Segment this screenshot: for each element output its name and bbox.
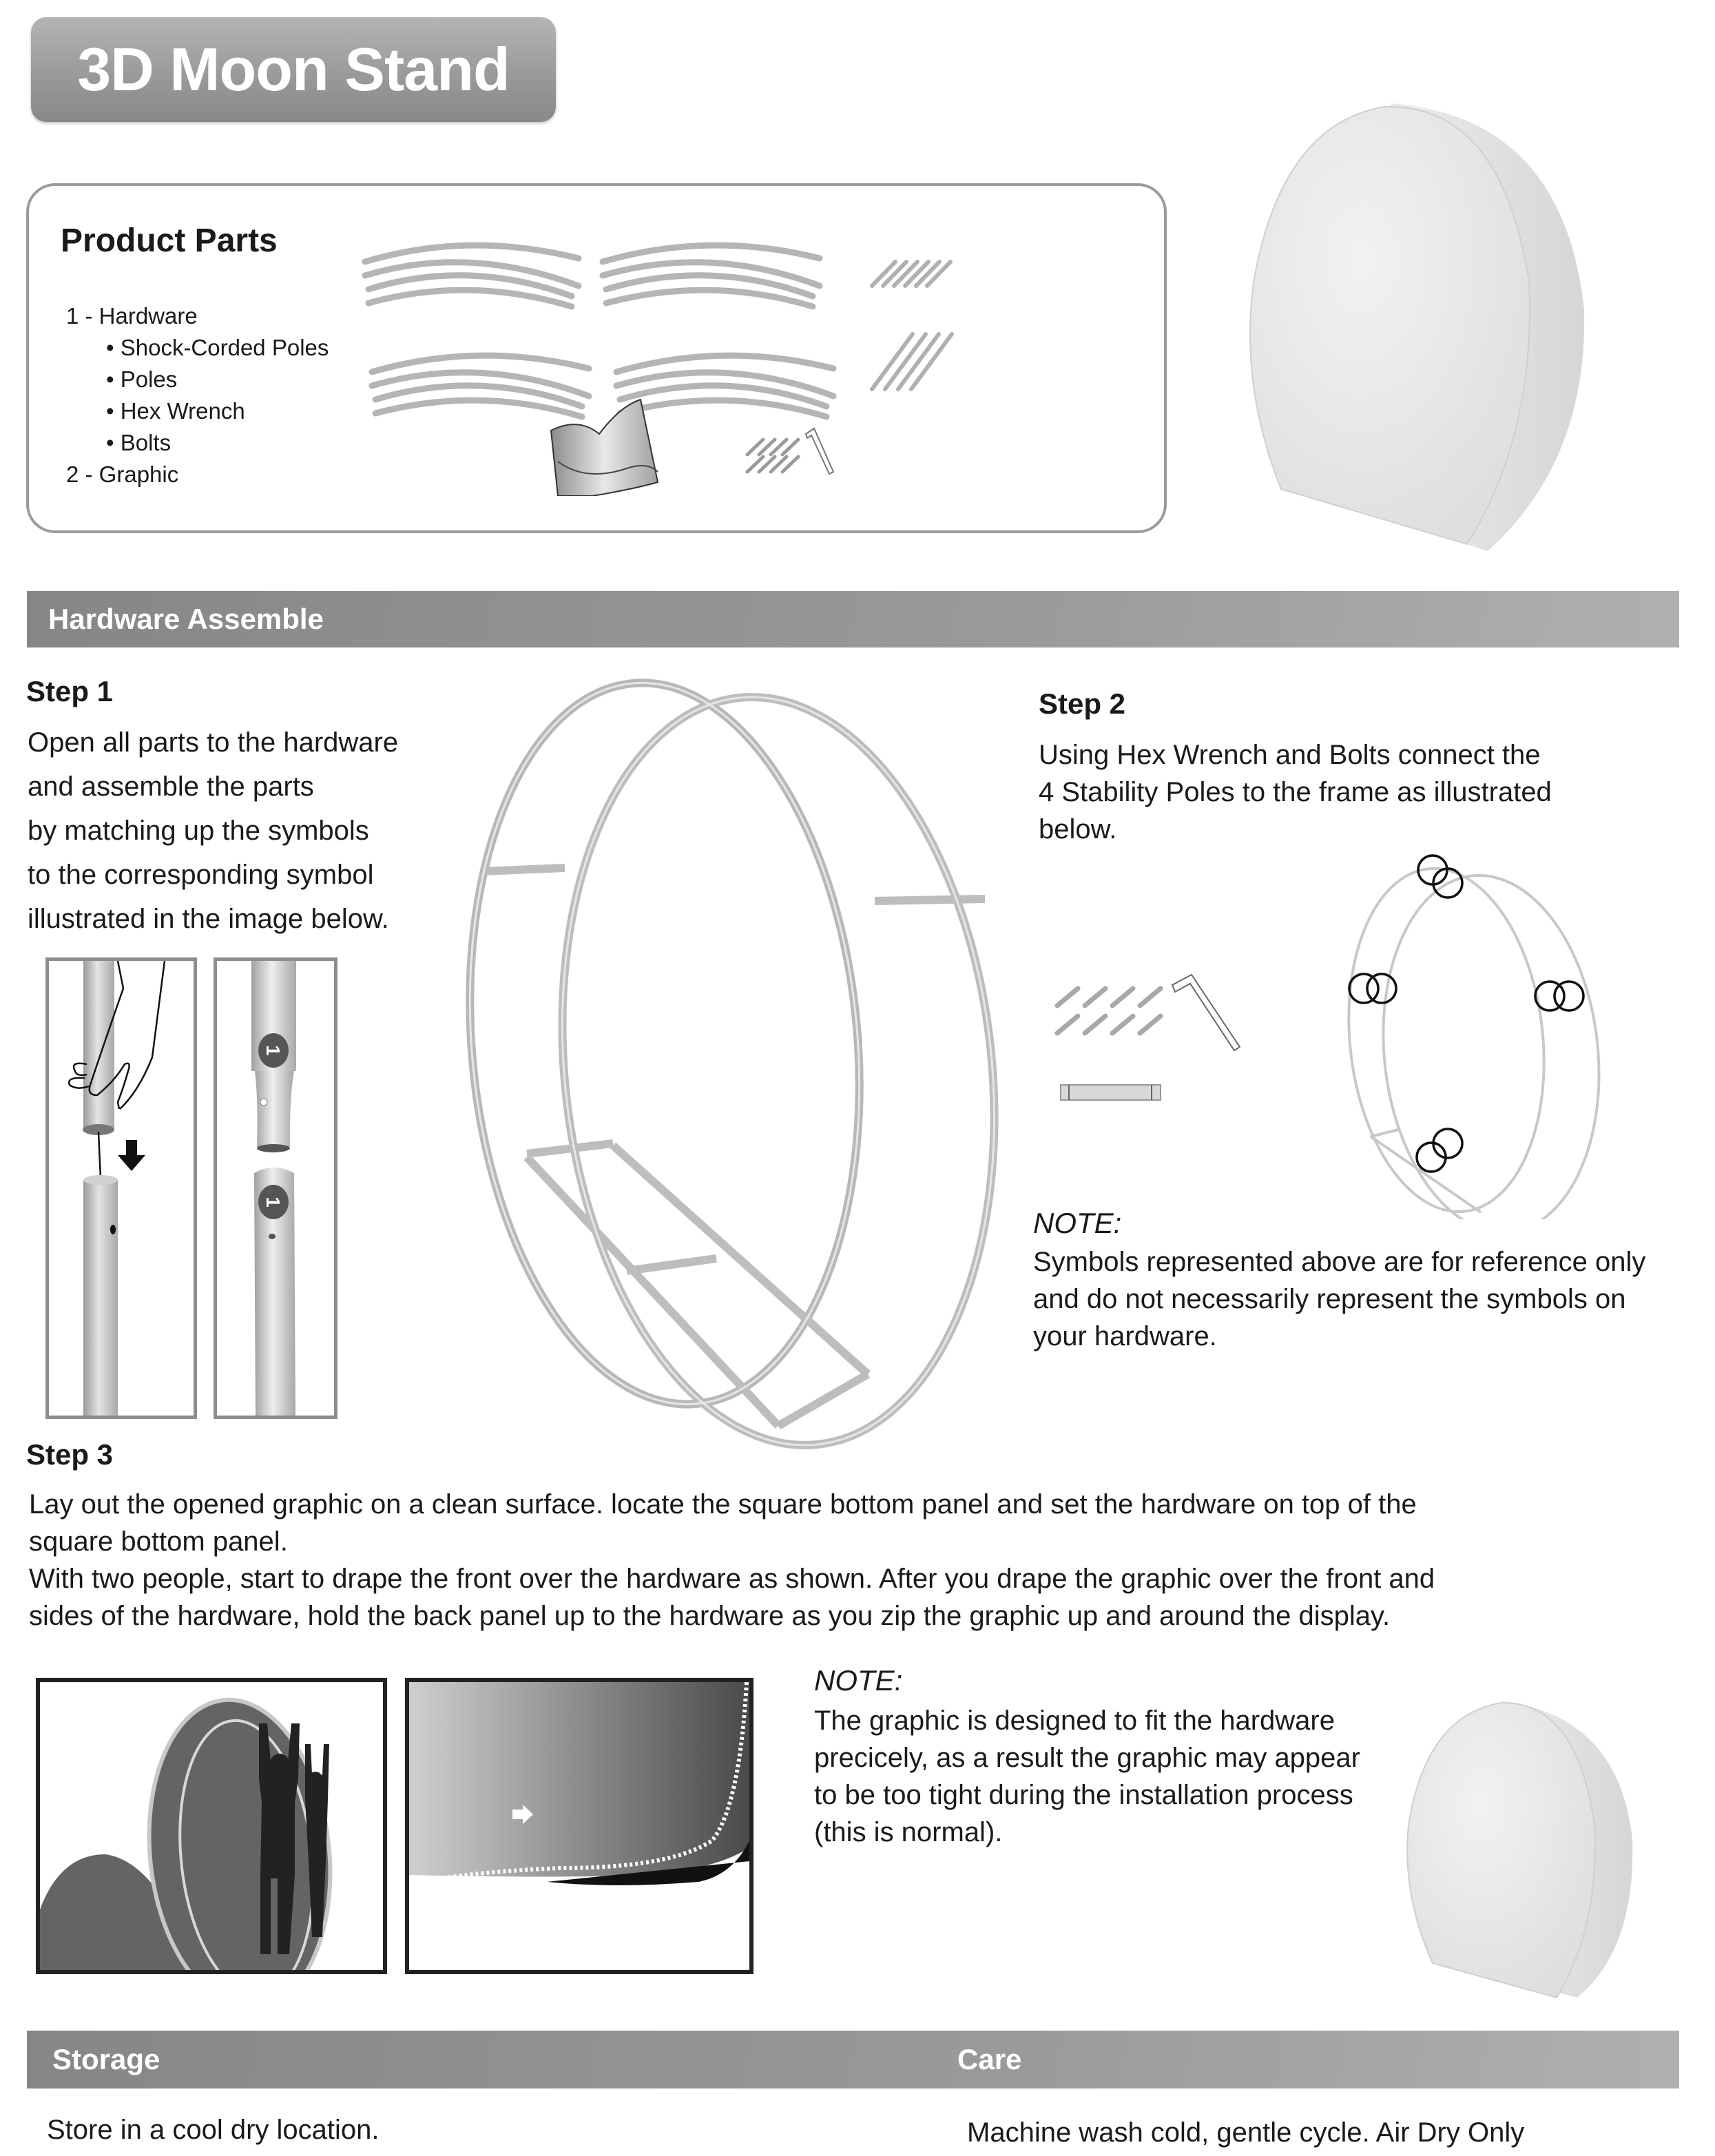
stability-pole-icon xyxy=(1061,1085,1161,1100)
step1-line: illustrated in the image below. xyxy=(28,904,389,934)
hardware-assemble-heading: Hardware Assemble xyxy=(48,603,324,635)
note1-line: your hardware. xyxy=(1033,1321,1217,1351)
storage-care-bar xyxy=(27,2031,1679,2088)
pole-symbol-panel xyxy=(214,957,337,1419)
note1-line: and do not necessarily represent the symbols on xyxy=(1033,1284,1626,1314)
parts-item-graphic: 2 - Graphic xyxy=(66,462,179,487)
note1-heading: NOTE: xyxy=(1033,1207,1122,1239)
moon-stand-finished-image xyxy=(1398,1688,1646,2004)
assembled-frame-illustration xyxy=(461,672,1012,1450)
step2-heading: Step 2 xyxy=(1039,687,1126,720)
note2-line: to be too tight during the installation process xyxy=(814,1780,1353,1810)
step1-heading: Step 1 xyxy=(26,675,114,707)
parts-item-bolts: • Bolts xyxy=(106,430,172,455)
parts-illustration xyxy=(351,234,985,496)
step3-line: Lay out the opened graphic on a clean surface. locate the square bottom panel and set the hardware on top of the xyxy=(29,1489,1417,1520)
parts-item-hardware: 1 - Hardware xyxy=(66,303,198,329)
zip-graphic-panel xyxy=(405,1678,753,1974)
step3-heading: Step 3 xyxy=(26,1438,114,1471)
step2-line: 4 Stability Poles to the frame as illustrated xyxy=(1039,777,1552,807)
pole-insertion-panel xyxy=(45,957,197,1419)
product-parts-heading: Product Parts xyxy=(61,222,278,259)
step3-line: square bottom panel. xyxy=(29,1526,288,1557)
page-title: 3D Moon Stand xyxy=(77,35,510,103)
note1-line: Symbols represented above are for reference only xyxy=(1033,1247,1646,1277)
note2-line: The graphic is designed to fit the hardware xyxy=(814,1706,1335,1736)
pole-symbol-illustration xyxy=(217,961,334,1416)
hex-wrench-icon xyxy=(806,428,833,474)
drape-graphic-illustration xyxy=(40,1682,383,1970)
note2-line: precicely, as a result the graphic may appear xyxy=(814,1743,1360,1773)
note2-line: (this is normal). xyxy=(814,1817,1003,1847)
step1-line: and assemble the parts xyxy=(28,771,314,802)
parts-item-shock-corded-poles: • Shock-Corded Poles xyxy=(106,335,329,360)
parts-item-poles: • Poles xyxy=(106,366,178,392)
step2-parts-illustration xyxy=(1047,964,1281,1123)
care-text: Machine wash cold, gentle cycle. Air Dry Only xyxy=(967,2117,1525,2148)
step2-line: Using Hex Wrench and Bolts connect the xyxy=(1039,740,1541,770)
step1-line: Open all parts to the hardware xyxy=(28,727,399,758)
stability-poles-diagram xyxy=(1329,847,1619,1219)
step2-line: below. xyxy=(1039,814,1117,844)
shock-corded-poles-icon xyxy=(365,245,833,417)
bolts-icon xyxy=(747,439,798,472)
poles-icon xyxy=(872,262,952,389)
step1-line: by matching up the symbols xyxy=(28,816,369,846)
step3-line: sides of the hardware, hold the back panel up to the hardware as you zip the graphic up and around the display. xyxy=(29,1601,1391,1631)
hex-wrench-icon xyxy=(1172,975,1240,1050)
bolts-icon xyxy=(1057,988,1161,1033)
symbol-label: 1 xyxy=(262,1045,284,1056)
symbol-label: 1 xyxy=(262,1196,284,1207)
parts-item-hex-wrench: • Hex Wrench xyxy=(106,398,245,424)
drape-graphic-panel xyxy=(36,1678,387,1974)
storage-heading: Storage xyxy=(52,2043,160,2075)
zip-graphic-illustration xyxy=(409,1682,749,1970)
step1-line: to the corresponding symbol xyxy=(28,860,374,890)
note2-heading: NOTE: xyxy=(814,1664,903,1697)
moon-stand-product-image xyxy=(1240,76,1598,558)
care-heading: Care xyxy=(957,2043,1022,2075)
step3-line: With two people, start to drape the front over the hardware as shown. After you drape the graphic over the front and xyxy=(29,1564,1435,1594)
pole-insertion-illustration xyxy=(49,961,194,1416)
storage-text: Store in a cool dry location. xyxy=(47,2115,380,2145)
